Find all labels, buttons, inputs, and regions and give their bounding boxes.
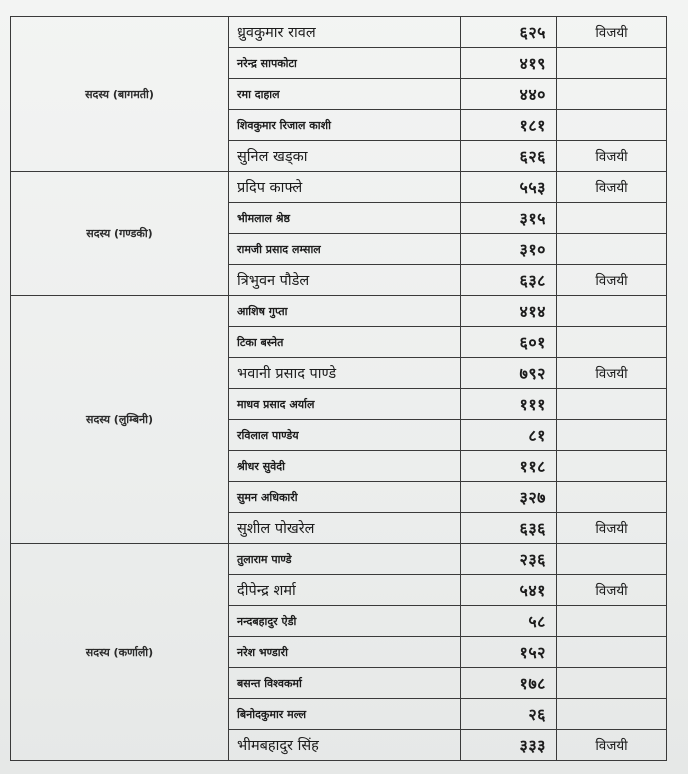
vote-count: ११८ bbox=[461, 451, 557, 482]
candidate-name: श्रीधर सुवेदी bbox=[229, 451, 461, 482]
candidate-name: बसन्त विश्वकर्मा bbox=[229, 668, 461, 699]
result-status bbox=[557, 637, 667, 668]
result-status: विजयी bbox=[557, 141, 667, 172]
vote-count: २३६ bbox=[461, 544, 557, 575]
vote-count: ५५३ bbox=[461, 172, 557, 203]
group-label: सदस्य (बागमती) bbox=[11, 17, 229, 172]
result-status: विजयी bbox=[557, 730, 667, 761]
candidate-name: नरेश भण्डारी bbox=[229, 637, 461, 668]
candidate-name: भीमलाल श्रेष्ठ bbox=[229, 203, 461, 234]
result-status: विजयी bbox=[557, 17, 667, 48]
result-status bbox=[557, 544, 667, 575]
result-status bbox=[557, 327, 667, 358]
result-status bbox=[557, 234, 667, 265]
result-status bbox=[557, 699, 667, 730]
result-status bbox=[557, 296, 667, 327]
candidate-name: आशिष गुप्ता bbox=[229, 296, 461, 327]
vote-count: ३३३ bbox=[461, 730, 557, 761]
candidate-name: रामजी प्रसाद लम्साल bbox=[229, 234, 461, 265]
table-row bbox=[11, 172, 667, 203]
vote-count: ६३८ bbox=[461, 265, 557, 296]
group-label: सदस्य (लुम्बिनी) bbox=[11, 296, 229, 544]
results-table bbox=[10, 16, 667, 761]
vote-count: २६ bbox=[461, 699, 557, 730]
vote-count: १८१ bbox=[461, 110, 557, 141]
result-status bbox=[557, 420, 667, 451]
candidate-name: टिका बस्नेत bbox=[229, 327, 461, 358]
vote-count: ४१९ bbox=[461, 48, 557, 79]
candidate-name: शिवकुमार रिजाल काशी bbox=[229, 110, 461, 141]
candidate-name: भवानी प्रसाद पाण्डे bbox=[229, 358, 461, 389]
vote-count: ३१५ bbox=[461, 203, 557, 234]
vote-count: ४१४ bbox=[461, 296, 557, 327]
candidate-name: रविलाल पाण्डेय bbox=[229, 420, 461, 451]
table-row bbox=[11, 544, 667, 575]
vote-count: ६२५ bbox=[461, 17, 557, 48]
vote-count: १७८ bbox=[461, 668, 557, 699]
candidate-name: बिनोदकुमार मल्ल bbox=[229, 699, 461, 730]
vote-count: ३२७ bbox=[461, 482, 557, 513]
candidate-name: प्रदिप काफ्ले bbox=[229, 172, 461, 203]
result-status bbox=[557, 482, 667, 513]
result-status: विजयी bbox=[557, 358, 667, 389]
candidate-name: ध्रुवकुमार रावल bbox=[229, 17, 461, 48]
vote-count: ५८ bbox=[461, 606, 557, 637]
candidate-name: तुलाराम पाण्डे bbox=[229, 544, 461, 575]
result-status bbox=[557, 203, 667, 234]
table-row bbox=[11, 296, 667, 327]
group-label: सदस्य (कर्णाली) bbox=[11, 544, 229, 761]
vote-count: ८१ bbox=[461, 420, 557, 451]
candidate-name: सुमन अधिकारी bbox=[229, 482, 461, 513]
result-status: विजयी bbox=[557, 513, 667, 544]
vote-count: १५२ bbox=[461, 637, 557, 668]
result-status bbox=[557, 389, 667, 420]
result-status bbox=[557, 79, 667, 110]
group-label: सदस्य (गण्डकी) bbox=[11, 172, 229, 296]
result-status bbox=[557, 668, 667, 699]
candidate-name: रमा दाहाल bbox=[229, 79, 461, 110]
vote-count: ३१० bbox=[461, 234, 557, 265]
result-status bbox=[557, 451, 667, 482]
vote-count: ७९२ bbox=[461, 358, 557, 389]
result-status: विजयी bbox=[557, 172, 667, 203]
vote-count: १११ bbox=[461, 389, 557, 420]
candidate-name: नरेन्द्र सापकोटा bbox=[229, 48, 461, 79]
result-status: विजयी bbox=[557, 575, 667, 606]
result-status bbox=[557, 606, 667, 637]
candidate-name: भीमबहादुर सिंह bbox=[229, 730, 461, 761]
candidate-name: माधव प्रसाद अर्याल bbox=[229, 389, 461, 420]
vote-count: ५४१ bbox=[461, 575, 557, 606]
candidate-name: त्रिभुवन पौडेल bbox=[229, 265, 461, 296]
candidate-name: दीपेन्द्र शर्मा bbox=[229, 575, 461, 606]
results-table-body bbox=[11, 17, 667, 761]
candidate-name: सुनिल खड्का bbox=[229, 141, 461, 172]
result-status bbox=[557, 48, 667, 79]
vote-count: ६३६ bbox=[461, 513, 557, 544]
vote-count: ६२६ bbox=[461, 141, 557, 172]
result-status bbox=[557, 110, 667, 141]
vote-count: ४४० bbox=[461, 79, 557, 110]
candidate-name: सुशील पोखरेल bbox=[229, 513, 461, 544]
candidate-name: नन्दबहादुर ऐडी bbox=[229, 606, 461, 637]
result-status: विजयी bbox=[557, 265, 667, 296]
vote-count: ६०१ bbox=[461, 327, 557, 358]
table-row bbox=[11, 17, 667, 48]
